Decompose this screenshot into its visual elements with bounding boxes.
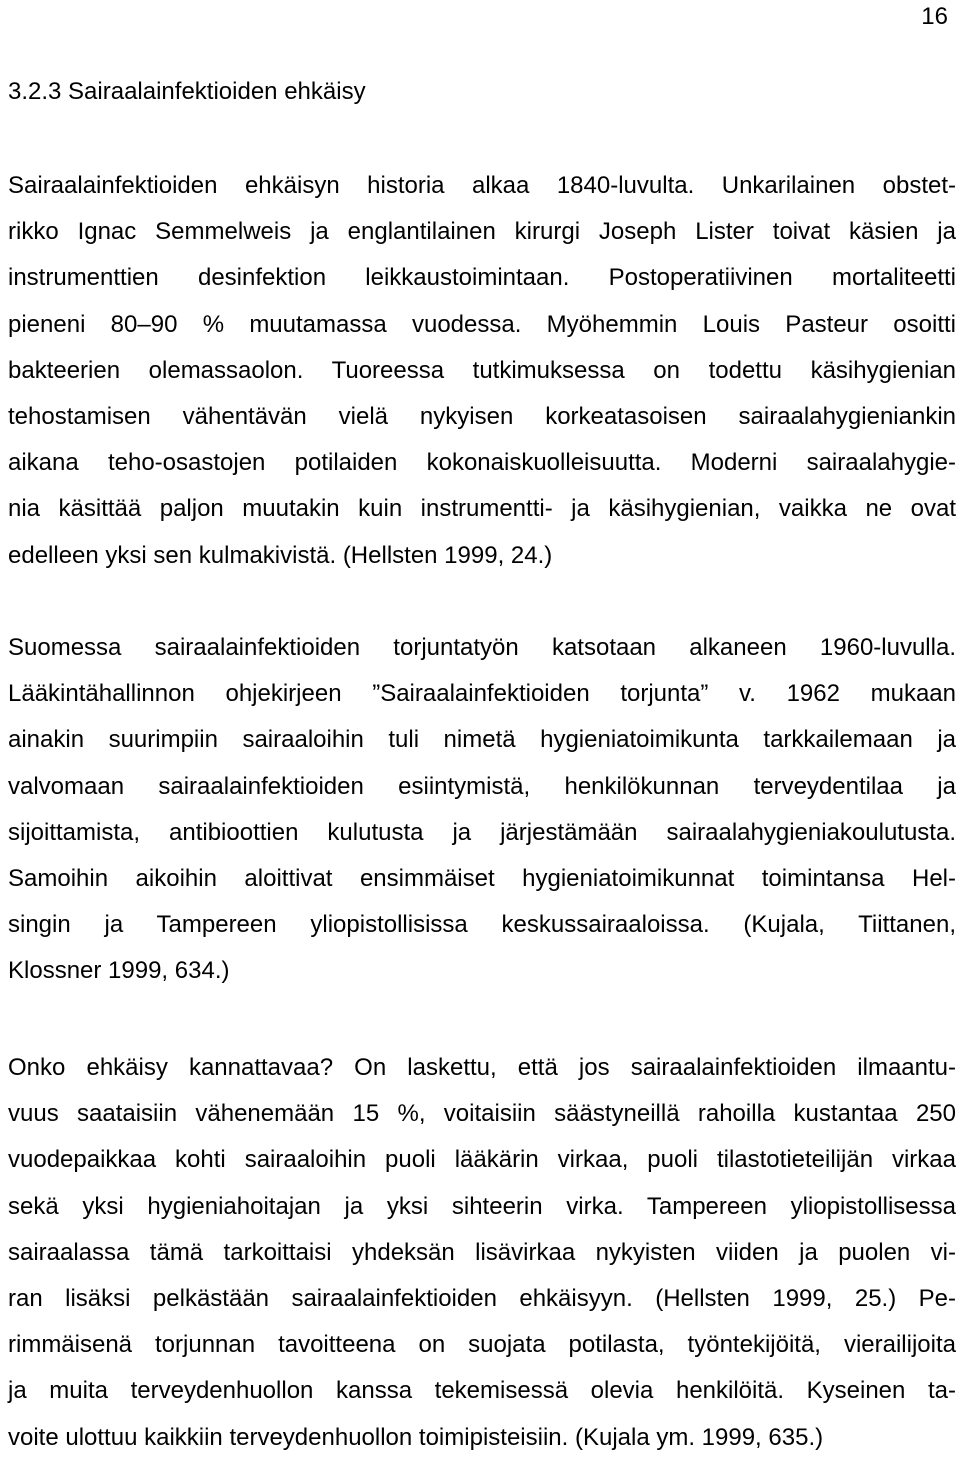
text-line: nia käsittää paljon muutakin kuin instrumentti- ja käsihygienian, vaikka ne ovat bbox=[8, 495, 956, 523]
text-line: Sairaalainfektioiden ehkäisyn historia alkaa 1840-luvulta. Unkarilainen obstet- bbox=[8, 172, 956, 199]
text-line: vuus saataisiin vähenemään 15 %, voitaisiin säästyneillä rahoilla kustantaa 250 bbox=[8, 1100, 956, 1128]
paragraph-history bbox=[8, 163, 956, 579]
text-line: bakteerien olemassaolon. Tuoreessa tutkimuksessa on todettu käsihygienian bbox=[8, 356, 956, 384]
text-line: pieneni 80–90 % muutamassa vuodessa. Myöhemmin Louis Pasteur osoitti bbox=[8, 310, 956, 338]
paragraph-cost-benefit bbox=[8, 1045, 956, 1461]
text-line: vuodepaikkaa kohti sairaaloihin puoli lääkärin virkaa, puoli tilastotieteilijän virkaa bbox=[8, 1146, 956, 1174]
text-line: ran lisäksi pelkästään sairaalainfektioiden ehkäisyyn. (Hellsten 1999, 25.) Pe- bbox=[8, 1284, 956, 1312]
text-line: ja muita terveydenhuollon kanssa tekemisessä olevia henkilöitä. Kyseinen ta- bbox=[8, 1377, 956, 1405]
text-line: sijoittamista, antibioottien kulutusta ja järjestämään sairaalahygieniakoulutusta. bbox=[8, 818, 956, 846]
text-line: singin ja Tampereen yliopistollisissa keskussairaaloissa. (Kujala, Tiittanen, bbox=[8, 911, 956, 939]
text-line: sekä yksi hygieniahoitajan ja yksi sihteerin virka. Tampereen yliopistollisessa bbox=[8, 1192, 956, 1220]
text-line: Klossner 1999, 634.) bbox=[8, 957, 230, 985]
text-line: sairaalassa tämä tarkoittaisi yhdeksän lisävirkaa nykyisten viiden ja puolen vi- bbox=[8, 1238, 956, 1266]
page-number: 16 bbox=[921, 3, 948, 30]
text-line: tehostamisen vähentävän vielä nykyisen korkeatasoisen sairaalahygieniankin bbox=[8, 402, 956, 430]
text-line: Onko ehkäisy kannattavaa? On laskettu, että jos sairaalainfektioiden ilmaantu- bbox=[8, 1054, 956, 1081]
text-line: Suomessa sairaalainfektioiden torjuntatyön katsotaan alkaneen 1960-luvulla. bbox=[8, 634, 956, 661]
text-line: Lääkintähallinnon ohjekirjeen ”Sairaalainfektioiden torjunta” v. 1962 mukaan bbox=[8, 680, 956, 708]
text-line: edelleen yksi sen kulmakivistä. (Hellsten 1999, 24.) bbox=[8, 541, 553, 569]
text-line: rimmäisenä torjunnan tavoitteena on suojata potilasta, työntekijöitä, vierailijoita bbox=[8, 1331, 956, 1359]
text-line: rikko Ignac Semmelweis ja englantilainen kirurgi Joseph Lister toivat käsien ja bbox=[8, 218, 956, 246]
paragraph-finland bbox=[8, 625, 956, 995]
text-line: aikana teho-osastojen potilaiden kokonaiskuolleisuutta. Moderni sairaalahygie- bbox=[8, 449, 956, 477]
text-line: ainakin suurimpiin sairaaloihin tuli nimetä hygieniatoimikunta tarkkailemaan ja bbox=[8, 726, 956, 754]
section-heading: 3.2.3 Sairaalainfektioiden ehkäisy bbox=[8, 78, 366, 105]
text-line: Samoihin aikoihin aloittivat ensimmäiset hygieniatoimikunnat toimintansa Hel- bbox=[8, 864, 956, 892]
text-line: voite ulottuu kaikkiin terveydenhuollon toimipisteisiin. (Kujala ym. 1999, 635.) bbox=[8, 1423, 824, 1451]
text-line: instrumenttien desinfektion leikkaustoimintaan. Postoperatiivinen mortaliteetti bbox=[8, 264, 956, 292]
text-line: valvomaan sairaalainfektioiden esiintymistä, henkilökunnan terveydentilaa ja bbox=[8, 772, 956, 800]
